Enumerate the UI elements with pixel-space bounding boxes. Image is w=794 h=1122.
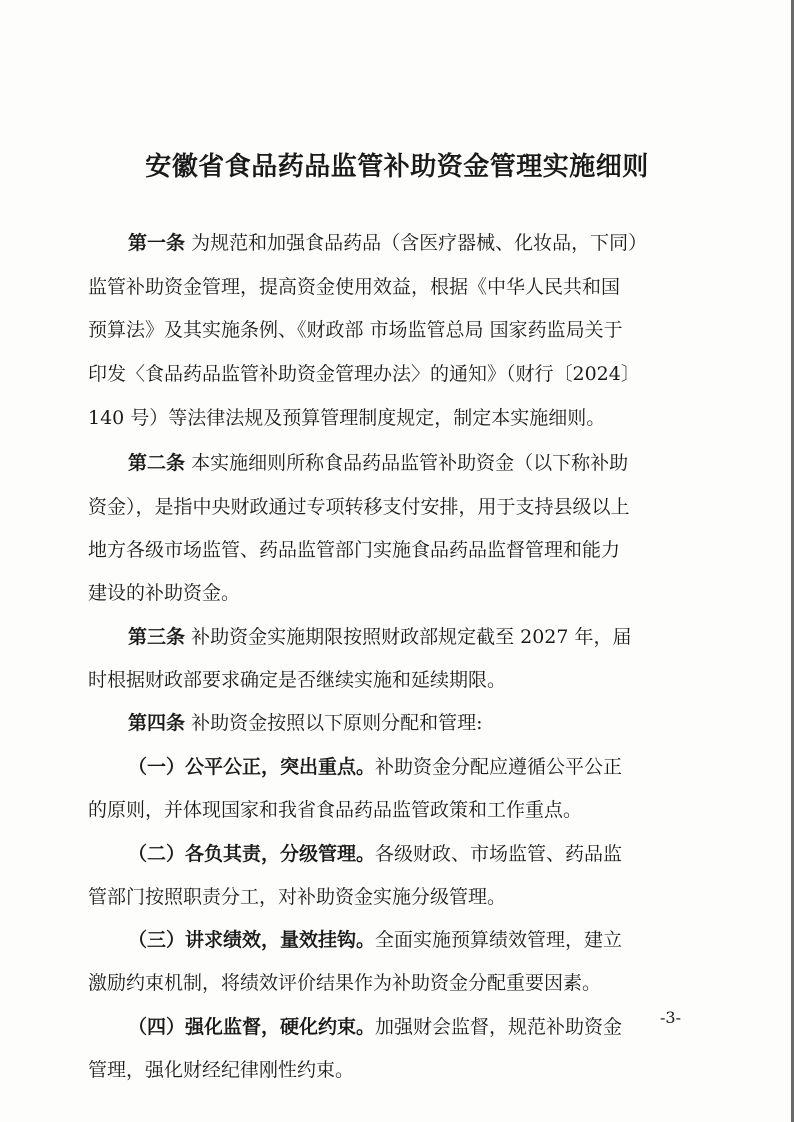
principle-4-head: （四）强化监督，硬化约束。 <box>128 1016 376 1038</box>
article-1-line-3: 预算法》及其实施条例、《财政部 市场监管总局 国家药监局关于 <box>88 319 623 341</box>
article-1-line-4: 印发〈食品药品监管补助资金管理办法〉的通知》（财行〔2024〕 <box>88 363 640 385</box>
principle-2-line-1 <box>128 843 622 866</box>
article-1-line-1 <box>128 232 647 255</box>
article-2-line-3: 地方各级市场监管、药品监管部门实施食品药品监督管理和能力 <box>88 539 621 561</box>
principle-2-text-1: 各级财政、市场监管、药品监 <box>375 843 623 865</box>
article-1-text-1: 为规范和加强食品药品（含医疗器械、化妆品，下同） <box>191 232 648 254</box>
article-1-line-5: 140 号）等法律法规及预算管理制度规定，制定本实施细则。 <box>88 407 606 429</box>
principle-1-text-1: 补助资金分配应遵循公平公正 <box>375 756 623 778</box>
article-3-line-1 <box>128 626 632 649</box>
principle-4-text-1: 加强财会监督，规范补助资金 <box>375 1016 623 1038</box>
article-1-label: 第一条 <box>128 232 186 254</box>
principle-2-head: （二）各负其责，分级管理。 <box>128 843 376 865</box>
article-1-line-2: 监管补助资金管理，提高资金使用效益，根据《中华人民共和国 <box>88 276 621 298</box>
page-number: -3- <box>660 1008 681 1027</box>
article-4-line-1 <box>128 712 482 735</box>
principle-1-line-2: 的原则，并体现国家和我省食品药品监管政策和工作重点。 <box>88 799 583 821</box>
article-4-label: 第四条 <box>128 712 186 734</box>
principle-3-line-2: 激励约束机制，将绩效评价结果作为补助资金分配重要因素。 <box>88 972 602 994</box>
article-2-line-2: 资金），是指中央财政通过专项转移支付安排，用于支持县级以上 <box>88 496 630 518</box>
article-3-line-2: 时根据财政部要求确定是否继续实施和延续期限。 <box>88 669 507 691</box>
principle-4-line-2: 管理，强化财经纪律刚性约束。 <box>88 1059 355 1081</box>
article-2-label: 第二条 <box>128 452 186 474</box>
principle-3-text-1: 全面实施预算绩效管理，建立 <box>375 929 623 951</box>
principle-1-head: （一）公平公正，突出重点。 <box>128 756 376 778</box>
article-2-line-1 <box>128 452 628 475</box>
document-title: 安徽省食品药品监管补助资金管理实施细则 <box>145 152 649 182</box>
principle-4-line-1 <box>128 1016 622 1039</box>
article-4-text-1: 补助资金按照以下原则分配和管理: <box>191 712 483 734</box>
principle-3-head: （三）讲求绩效，量效挂钩。 <box>128 929 376 951</box>
article-3-label: 第三条 <box>128 626 186 648</box>
article-2-text-1: 本实施细则所称食品药品监管补助资金（以下称补助 <box>191 452 629 474</box>
principle-3-line-1 <box>128 929 622 952</box>
article-3-text-1: 补助资金实施期限按照财政部规定截至 2027 年，届 <box>191 626 632 648</box>
principle-2-line-2: 管部门按照职责分工，对补助资金实施分级管理。 <box>88 886 507 908</box>
article-2-line-4: 建设的补助资金。 <box>88 582 241 604</box>
principle-1-line-1 <box>128 756 622 779</box>
